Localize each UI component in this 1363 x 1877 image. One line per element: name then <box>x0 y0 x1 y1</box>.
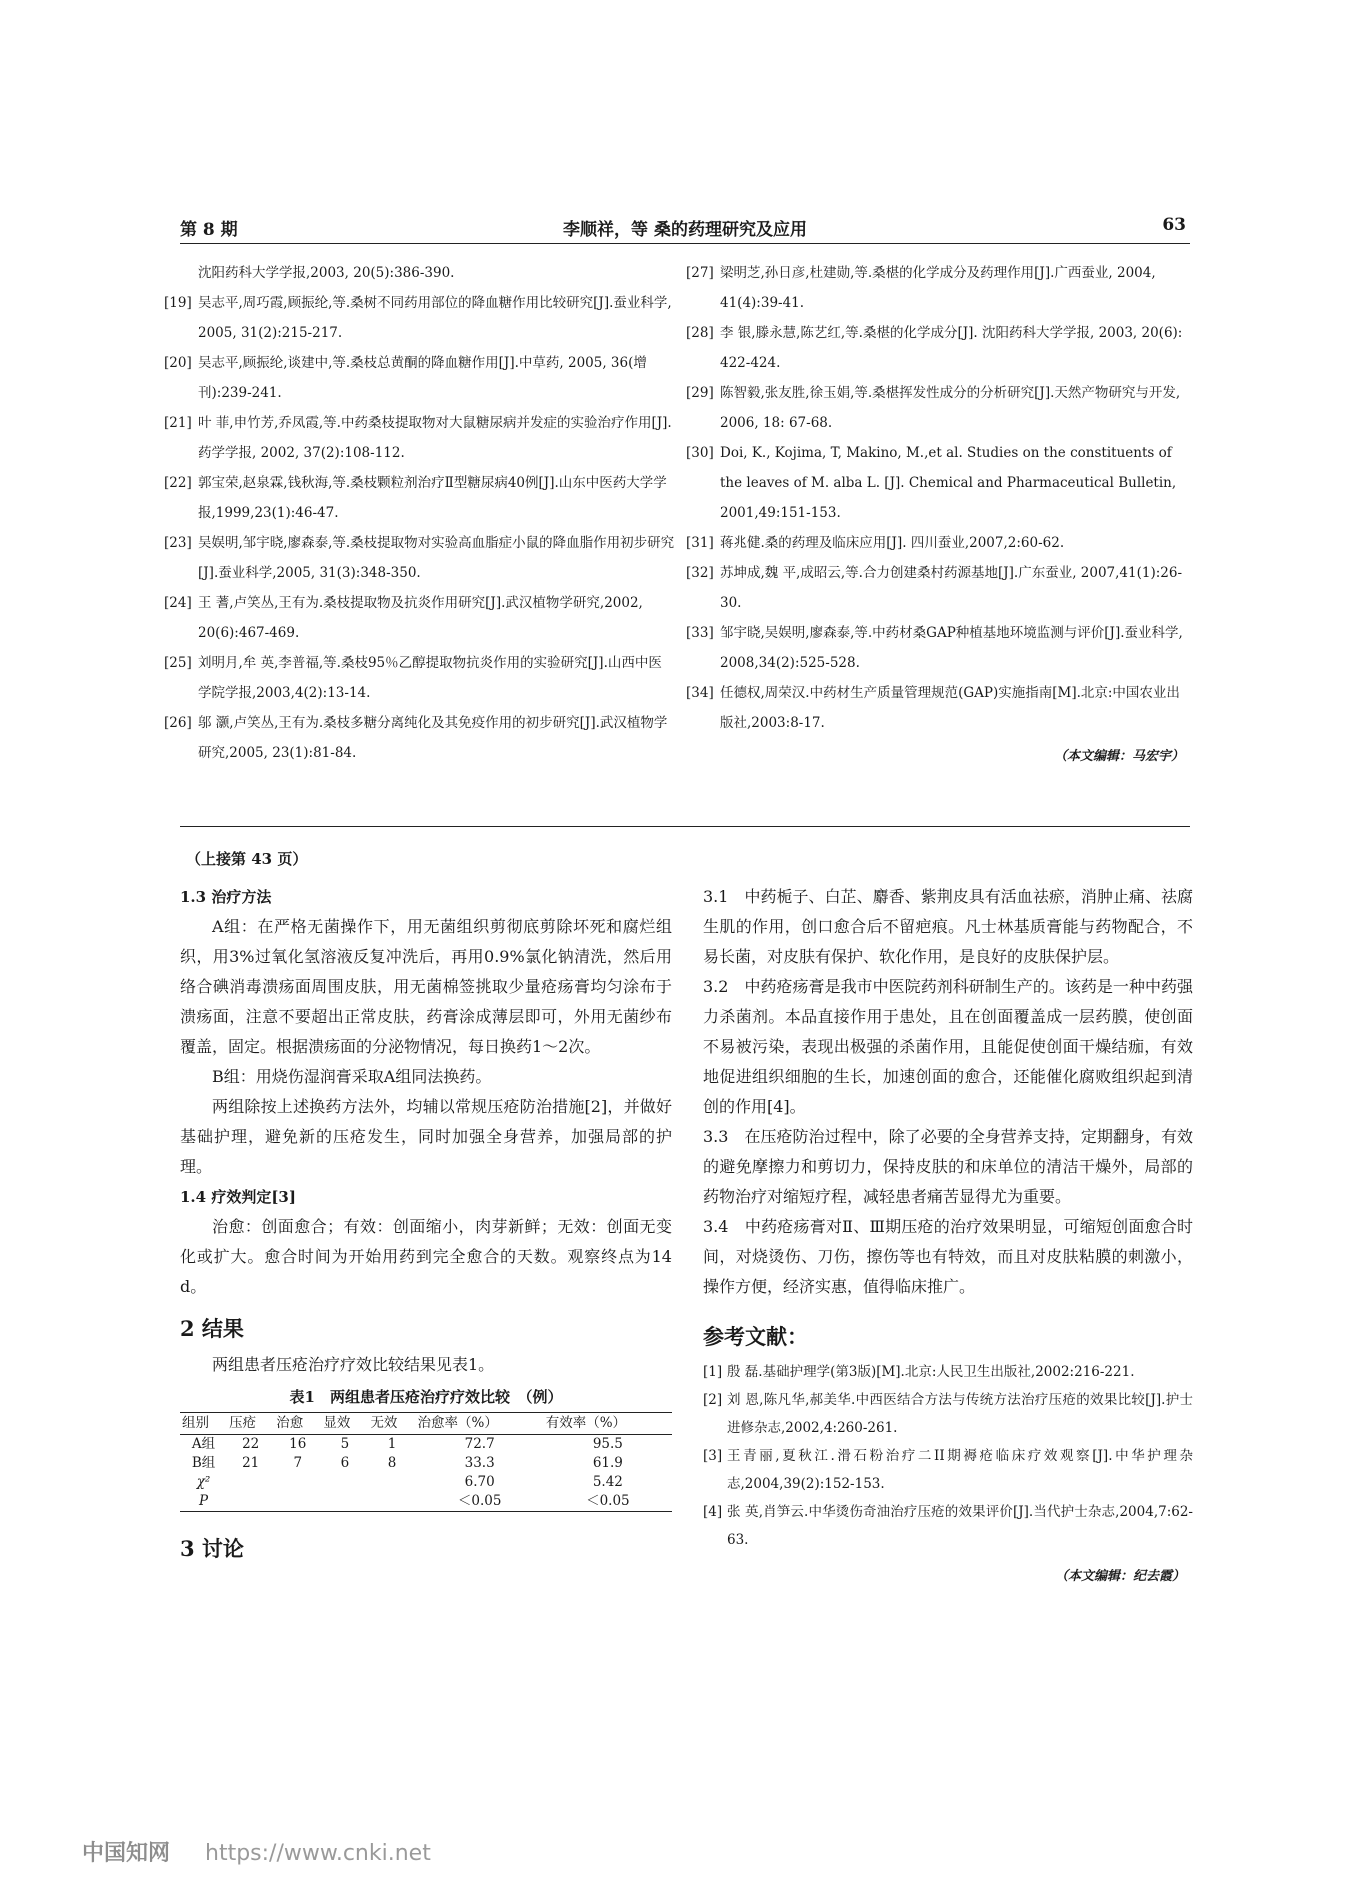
reference-item <box>164 408 675 468</box>
running-title: 李顺祥，等 桑的药理研究及应用 <box>563 220 807 240</box>
paragraph: 治愈：创面愈合；有效：创面缩小，肉芽新鲜；无效：创面无变化或扩大。愈合时间为开始用药到完全愈合的天数。观察终点为14 d。 <box>180 1217 672 1296</box>
reference-text: 苏坤成,魏 平,成昭云,等.合力创建桑村药源基地[J].广东蚕业, 2007,41(1):26-30. <box>720 565 1183 611</box>
reference-number: [20] <box>164 355 192 371</box>
paragraph: 3.4 中药疮疡膏对Ⅱ、Ⅲ期压疮的治疗效果明显，可缩短创面愈合时间，对烧烫伤、刀伤，擦伤等也有特效，而且对皮肤粘膜的刺激小，操作方便，经济实惠，值得临床推广。 <box>703 1217 1193 1296</box>
continued-from: （上接第 43 页） <box>186 850 308 868</box>
reference-item <box>686 378 1192 438</box>
table-header: 组别 <box>180 1413 227 1435</box>
reference-number: [19] <box>164 295 192 311</box>
reference-number: [29] <box>686 385 714 401</box>
references-continued-right <box>686 258 1192 772</box>
table-cell <box>274 1492 321 1512</box>
reference-number: [31] <box>686 535 714 551</box>
table-cell <box>321 1492 368 1512</box>
reference-text: Doi, K., Kojima, T, Makino, M.,et al. Studies on the constituents of the leaves of M. alba L. [J]. Chemical and Pharmaceutical Bulletin, 2001,49:151-153. <box>720 445 1177 521</box>
table-cell <box>368 1473 415 1492</box>
paragraph: 3.2 中药疮疡膏是我市中医院药剂科研制生产的。该药是一种中药强力杀菌剂。本品直接作用于患处，且在创面覆盖成一层药膜，使创面不易被污染，表现出极强的杀菌作用，且能促使创面干燥结痂，有效地促进组织细胞的生长，加速创面的愈合，还能催化腐败组织起到清创的作用[4]。 <box>703 977 1193 1116</box>
reference-item <box>686 318 1192 378</box>
table-row <box>180 1435 672 1455</box>
table-cell: 72.7 <box>464 1436 495 1452</box>
reference-number: [34] <box>686 685 714 701</box>
table-cell: 1 <box>387 1436 397 1452</box>
table-cell: 33.3 <box>464 1455 495 1471</box>
reference-text: 梁明芝,孙日彦,杜建勋,等.桑椹的化学成分及药理作用[J].广西蚕业, 2004, 41(4):39-41. <box>720 265 1156 311</box>
section-divider <box>180 826 1190 827</box>
table-cell <box>321 1473 368 1492</box>
editor-note: （本文编辑：马宏宇） <box>1053 749 1184 764</box>
reference-item <box>164 348 675 408</box>
table-header: 治愈率（%） <box>416 1413 544 1435</box>
references-continued-left <box>164 258 675 768</box>
table-cell: 21 <box>242 1455 260 1471</box>
reference-text: 张 英,肖笋云.中华烫伤奇油治疗压疮的效果评价[J].当代护士杂志,2004,7:62-63. <box>727 1504 1193 1548</box>
reference-item <box>703 1358 1193 1386</box>
reference-number: [1] <box>703 1364 723 1380</box>
reference-text: 沈阳药科大学学报,2003, 20(5):386-390. <box>198 265 455 281</box>
results-table <box>180 1412 672 1512</box>
editor-note: （本文编辑：纪去霞） <box>1054 1569 1185 1584</box>
reference-number: [28] <box>686 325 714 341</box>
reference-text: 刘 恩,陈凡华,郝美华.中西医结合方法与传统方法治疗压疮的效果比较[J].护士进修杂志,2002,4:260-261. <box>727 1392 1193 1436</box>
reference-text: 殷 磊.基础护理学(第3版)[M].北京:人民卫生出版社,2002:216-221. <box>727 1364 1135 1380</box>
reference-number: [27] <box>686 265 714 281</box>
reference-text: 王青丽,夏秋江.滑石粉治疗二II期褥疮临床疗效观察[J].中华护理杂志,2004,39(2):152-153. <box>727 1448 1193 1492</box>
reference-number: [4] <box>703 1504 723 1520</box>
table-header: 有效率（%） <box>544 1413 672 1435</box>
reference-item <box>164 468 675 528</box>
table-header: 无效 <box>368 1413 415 1435</box>
table-cell: A组 <box>191 1436 216 1452</box>
article-left-column <box>180 882 672 1570</box>
table-cell: 61.9 <box>592 1455 623 1471</box>
table-cell: 16 <box>289 1436 307 1452</box>
reference-number: [21] <box>164 415 192 431</box>
table-cell: ＜0.05 <box>416 1492 544 1512</box>
paragraph: 3.1 中药栀子、白芷、麝香、紫荆皮具有活血祛瘀，消肿止痛、祛腐生肌的作用，创口愈合后不留疤痕。凡士林基质膏能与药物配合，不易长菌，对皮肤有保护、软化作用，是良好的皮肤保护层。 <box>703 887 1193 966</box>
table-cell: 5.42 <box>592 1474 623 1490</box>
reference-number: [30] <box>686 445 714 461</box>
table-cell <box>227 1473 274 1492</box>
table-cell: P <box>180 1492 227 1512</box>
reference-item <box>164 288 675 348</box>
table-cell <box>274 1473 321 1492</box>
table-cell: 6.70 <box>464 1474 495 1490</box>
reference-item <box>686 258 1192 318</box>
reference-text: 刘明月,牟 英,李普福,等.桑枝95％乙醇提取物抗炎作用的实验研究[J].山西中医学院学报,2003,4(2):13-14. <box>198 655 662 701</box>
reference-text: 叶 菲,申竹芳,乔凤霞,等.中药桑枝提取物对大鼠糖尿病并发症的实验治疗作用[J]. 药学学报, 2002, 37(2):108-112. <box>198 415 672 461</box>
reference-text: 李 银,滕永慧,陈艺红,等.桑椹的化学成分[J]. 沈阳药科大学学报, 2003, 20(6): 422-424. <box>720 325 1183 371</box>
table-cell: B组 <box>191 1455 216 1471</box>
cnki-logo: 中国知网 <box>82 1841 171 1866</box>
section-heading: 1.3 治疗方法 <box>180 888 272 906</box>
reference-item <box>164 708 675 768</box>
section-heading: 1.4 疗效判定[3] <box>180 1188 296 1206</box>
reference-item <box>703 1386 1193 1442</box>
reference-number: [3] <box>703 1448 723 1464</box>
issue-number: 第 8 期 <box>180 220 238 240</box>
reference-text: 王 蓍,卢笑丛,王有为.桑枝提取物及抗炎作用研究[J].武汉植物学研究,2002, 20(6):467-469. <box>198 595 643 641</box>
reference-number: [26] <box>164 715 192 731</box>
reference-text: 邹宇晓,吴娱明,廖森泰,等.中药材桑GAP种植基地环境监测与评价[J].蚕业科学, 2008,34(2):525-528. <box>720 625 1183 671</box>
references-list <box>703 1358 1193 1554</box>
reference-text: 任德权,周荣汉.中药材生产质量管理规范(GAP)实施指南[M].北京:中国农业出版社,2003:8-17. <box>720 685 1180 731</box>
paragraph: 3.3 在压疮防治过程中，除了必要的全身营养支持，定期翻身，有效的避免摩擦力和剪切力，保持皮肤的和床单位的清洁干燥外，局部的药物治疗对缩短疗程，减轻患者痛苦显得尤为重要。 <box>703 1127 1193 1206</box>
running-header <box>180 215 1190 244</box>
table-cell: 8 <box>387 1455 397 1471</box>
reference-number: [33] <box>686 625 714 641</box>
reference-item <box>180 258 675 288</box>
page-number: 63 <box>1162 215 1186 235</box>
table-cell: 5 <box>340 1436 350 1452</box>
reference-text: 陈智毅,张友胜,徐玉娟,等.桑椹挥发性成分的分析研究[J].天然产物研究与开发, 2006, 18: 67-68. <box>720 385 1181 431</box>
reference-item <box>164 588 675 648</box>
section-heading-results: 2 结果 <box>180 1316 244 1341</box>
table-cell: χ² <box>196 1474 211 1490</box>
reference-item <box>686 438 1192 528</box>
reference-text: 邬 灏,卢笑丛,王有为.桑枝多糖分离纯化及其免疫作用的初步研究[J].武汉植物学研究,2005, 23(1):81-84. <box>198 715 668 761</box>
reference-number: [25] <box>164 655 192 671</box>
paragraph: B组：用烧伤湿润膏采取A组同法换药。 <box>212 1067 492 1086</box>
reference-text: 蒋兆健.桑的药理及临床应用[J]. 四川蚕业,2007,2:60-62. <box>720 535 1065 551</box>
table-row <box>180 1473 672 1492</box>
table-header: 压疮 <box>227 1413 274 1435</box>
table-header: 治愈 <box>274 1413 321 1435</box>
table-row <box>180 1492 672 1512</box>
table-cell <box>368 1492 415 1512</box>
reference-item <box>686 528 1192 558</box>
section-heading-discussion: 3 讨论 <box>180 1536 244 1561</box>
article-right-column <box>703 882 1193 1592</box>
reference-text: 吴志平,周巧霞,顾振纶,等.桑树不同药用部位的降血糖作用比较研究[J].蚕业科学, 2005, 31(2):215-217. <box>198 295 672 341</box>
reference-item <box>686 618 1192 678</box>
table-title: 表1 两组患者压疮治疗疗效比较 （例） <box>289 1388 563 1406</box>
reference-text: 吴娱明,邹宇晓,廖森泰,等.桑枝提取物对实验高血脂症小鼠的降血脂作用初步研究[J].蚕业科学,2005, 31(3):348-350. <box>198 535 675 581</box>
table-cell: 7 <box>293 1455 303 1471</box>
reference-item <box>686 558 1192 618</box>
reference-item <box>703 1498 1193 1554</box>
watermark-footer <box>82 1836 431 1867</box>
reference-item <box>686 678 1192 738</box>
reference-item <box>703 1442 1193 1498</box>
reference-item <box>164 648 675 708</box>
reference-number: [32] <box>686 565 714 581</box>
paragraph: 两组除按上述换药方法外，均辅以常规压疮防治措施[2]，并做好基础护理，避免新的压疮发生，同时加强全身营养，加强局部的护理。 <box>180 1097 672 1176</box>
table-cell: 22 <box>242 1436 260 1452</box>
reference-number: [2] <box>703 1392 723 1408</box>
table-cell: ＜0.05 <box>544 1492 672 1512</box>
reference-number: [22] <box>164 475 192 491</box>
reference-text: 郭宝荣,赵泉霖,钱秋海,等.桑枝颗粒剂治疗Ⅱ型糖尿病40例[J].山东中医药大学学报,1999,23(1):46-47. <box>198 475 667 521</box>
cnki-url[interactable]: https://www.cnki.net <box>205 1841 431 1866</box>
table-cell: 6 <box>340 1455 350 1471</box>
references-heading: 参考文献： <box>703 1324 808 1349</box>
table-row <box>180 1454 672 1473</box>
paragraph: 两组患者压疮治疗疗效比较结果见表1。 <box>212 1355 495 1374</box>
table-header: 显效 <box>321 1413 368 1435</box>
table-cell: 95.5 <box>592 1436 623 1452</box>
reference-number: [23] <box>164 535 192 551</box>
reference-text: 吴志平,顾振纶,谈建中,等.桑枝总黄酮的降血糖作用[J].中草药, 2005, 36(增刊):239-241. <box>198 355 647 401</box>
reference-item <box>164 528 675 588</box>
table-cell <box>227 1492 274 1512</box>
reference-number: [24] <box>164 595 192 611</box>
paragraph: A组：在严格无菌操作下，用无菌组织剪彻底剪除坏死和腐烂组织，用3%过氧化氢溶液反复冲洗后，再用0.9%氯化钠清洗，然后用络合碘消毒溃疡面周围皮肤，用无菌棉签挑取少量疮疡膏均匀涂布于溃疡面，注意不要超出正常皮肤，药膏涂成薄层即可，外用无菌纱布覆盖，固定。根据溃疡面的分泌物情况，每日换药1～2次。 <box>180 917 672 1056</box>
